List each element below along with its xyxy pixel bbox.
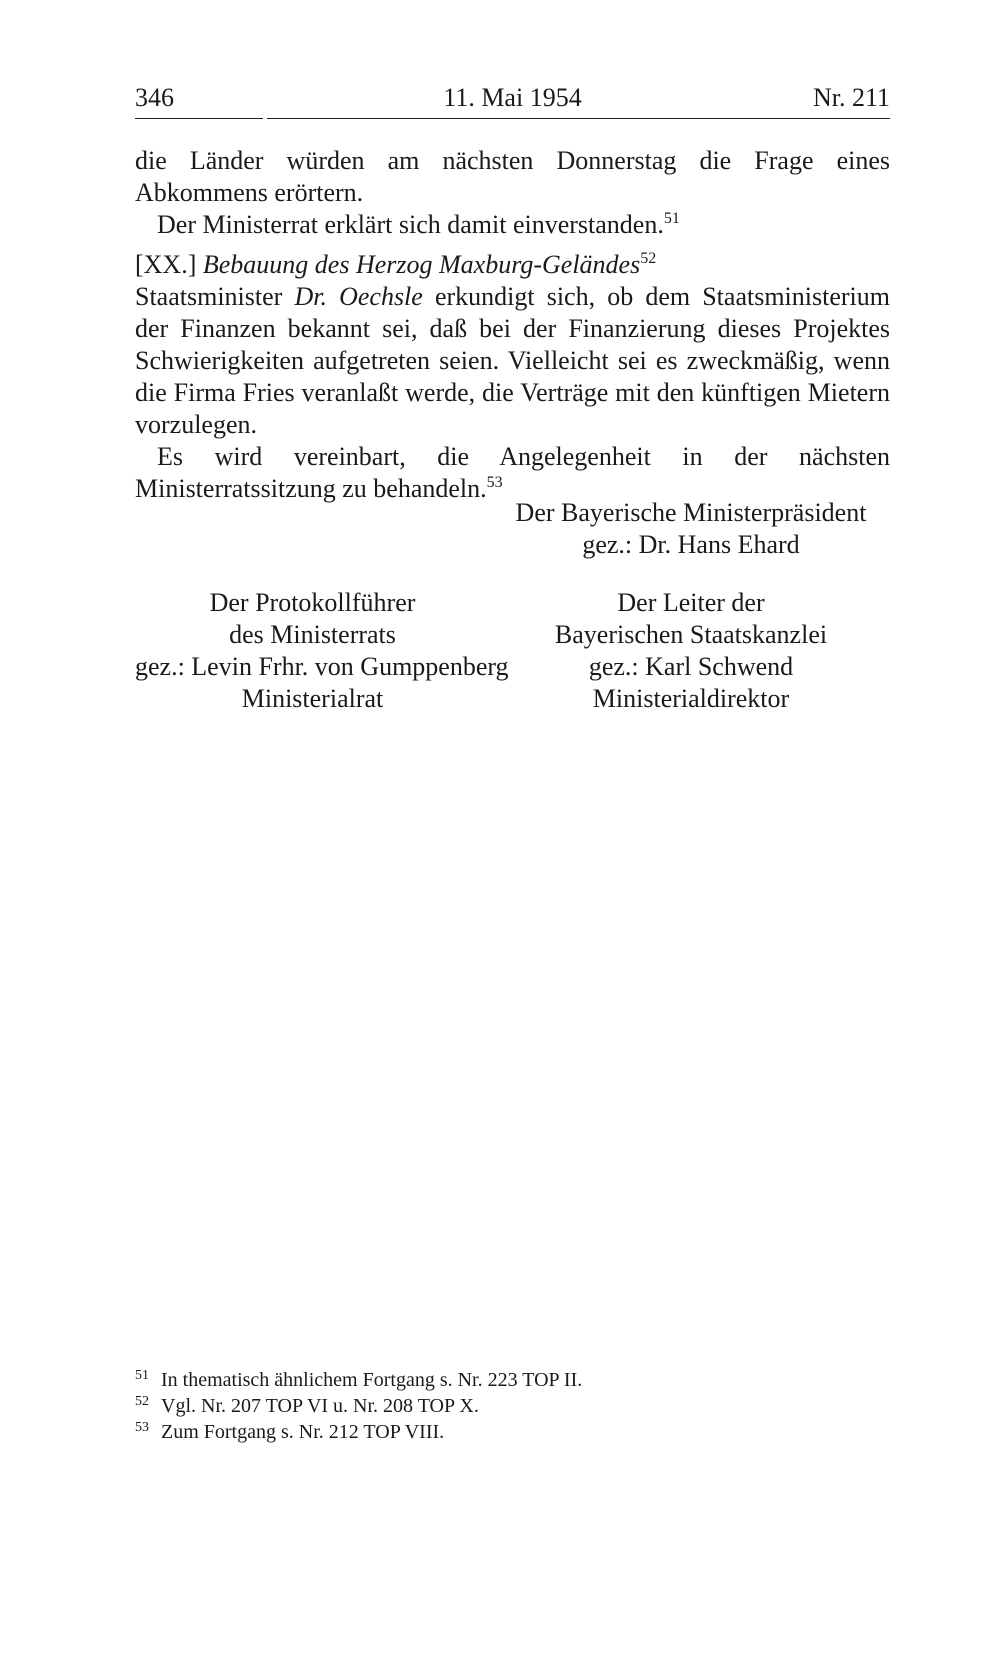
footnote	[135, 1367, 582, 1393]
signature-protocol	[135, 587, 509, 715]
footnote-text: Zum Fortgang s. Nr. 212 TOP VIII.	[161, 1421, 445, 1443]
signature-line: Der Protokollführer	[209, 588, 416, 617]
signature-line: Bayerischen Staatskanzlei	[554, 620, 828, 649]
signature-president	[506, 497, 876, 561]
item-label: [XX.]	[135, 250, 197, 279]
footnote	[135, 1419, 582, 1445]
document-page	[135, 0, 890, 1666]
paragraph-text: erkundigt sich, ob dem Staatsministerium der Finanzen bekannt sei, daß bei der Finanzierung dieses Projektes Schwierigkeiten aufgetreten seien. Vielleicht sei es zweckmäßig, wenn die Firma Fries veranlaßt werde, die Verträge mit den künftigen Mietern vorzulegen.	[135, 282, 890, 439]
paragraph	[135, 281, 890, 441]
footnote-number: 53	[135, 1420, 149, 1435]
document-number: Nr. 211	[812, 83, 890, 112]
paragraph	[135, 441, 890, 505]
person-name: Dr. Oechsle	[294, 282, 423, 311]
footnote-ref: 52	[640, 250, 657, 267]
signature-chancellery	[516, 587, 866, 715]
footnote-number: 52	[135, 1394, 149, 1409]
footnote-ref: 53	[486, 474, 503, 491]
header-date: 11. Mai 1954	[443, 83, 582, 112]
paragraph-text: Es wird vereinbart, die Angelegenheit in der nächsten Ministerratssitzung zu behandeln.	[135, 442, 890, 503]
footnote-ref: 51	[663, 210, 680, 227]
paragraph-text: Der Ministerrat erklärt sich damit einverstanden.	[157, 210, 664, 239]
signature-line: gez.: Karl Schwend	[588, 652, 794, 681]
footnotes	[135, 1367, 582, 1445]
agenda-item-heading	[135, 249, 890, 281]
signature-line: gez.: Dr. Hans Ehard	[582, 530, 800, 559]
header-rule-right	[267, 118, 890, 119]
footnote-text: Vgl. Nr. 207 TOP VI u. Nr. 208 TOP X.	[161, 1395, 479, 1417]
running-header	[135, 82, 890, 118]
paragraph-text: Staatsminister	[135, 282, 283, 311]
page-number: 346	[135, 83, 174, 112]
signature-line: Der Bayerische Ministerpräsident	[515, 498, 867, 527]
paragraph	[135, 209, 890, 241]
signature-line: Ministerialrat	[241, 684, 384, 713]
signature-line: gez.: Levin Frhr. von Gumppenberg	[135, 652, 509, 681]
signature-line: des Ministerrats	[229, 620, 396, 649]
footnote-text: In thematisch ähnlichem Fortgang s. Nr. 223 TOP II.	[161, 1369, 583, 1391]
signature-line: Ministerialdirektor	[592, 684, 790, 713]
footnote	[135, 1393, 582, 1419]
paragraph: die Länder würden am nächsten Donnerstag die Frage eines Abkommens erörtern.	[135, 146, 890, 207]
footnote-number: 51	[135, 1368, 149, 1383]
header-rule-left	[135, 118, 263, 119]
main-text	[135, 145, 890, 505]
item-title: Bebauung des Herzog Maxburg-Geländes	[202, 250, 641, 279]
signature-line: Der Leiter der	[617, 588, 765, 617]
